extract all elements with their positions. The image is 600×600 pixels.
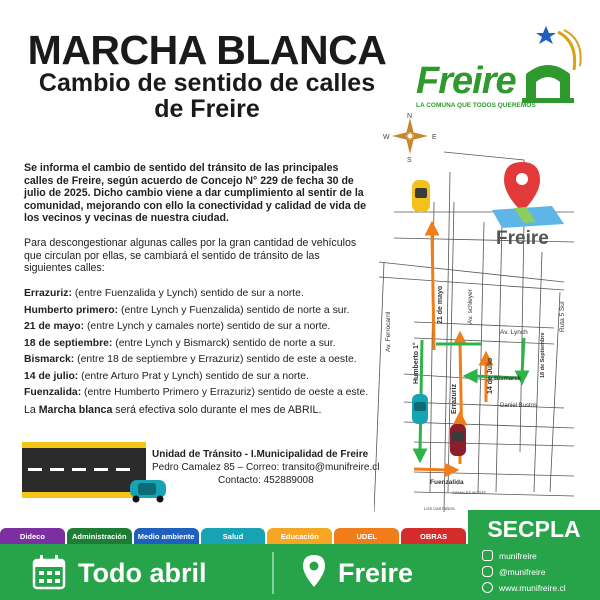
streets-list	[24, 286, 404, 402]
facebook-handle: munifreire	[499, 550, 537, 561]
tab-udel[interactable]: UDEL	[334, 528, 399, 546]
compass-icon	[392, 118, 428, 154]
map-place-label: Freire	[496, 228, 549, 249]
location-pin-icon	[492, 162, 564, 228]
secpla-panel	[468, 510, 600, 600]
tab-medio-ambiente[interactable]: Medio ambiente	[134, 528, 199, 546]
logo-tagline: LA COMUNA QUE TODOS QUEREMOS	[416, 102, 536, 109]
tab-administracion[interactable]: Administración	[67, 528, 132, 546]
label-ferrocarril: Av. Ferrocarril	[385, 311, 392, 352]
unit-contact: Contacto: 452889008	[218, 475, 314, 486]
page-title: MARCHA BLANCA	[27, 27, 387, 73]
street-item: Errazuriz: (entre Fuenzalida y Lynch) sentido de sur a norte.	[24, 288, 304, 299]
compass-w: W	[383, 134, 390, 141]
red-car-icon	[450, 424, 466, 456]
location-icon	[302, 554, 326, 588]
website-link[interactable]	[482, 582, 566, 593]
street-item: 21 de mayo: (entre Lynch y camales norte) sentido de sur a norte.	[24, 321, 331, 332]
bottom-divider	[272, 552, 274, 594]
location-text: Freire	[338, 558, 414, 588]
secpla-title: SECPLA	[487, 516, 581, 542]
label-schleyer: Av. schleyer	[467, 289, 474, 324]
yellow-car-icon	[412, 180, 430, 212]
street-grid	[374, 152, 574, 512]
tab-salud[interactable]: Salud	[201, 528, 266, 546]
instagram-link[interactable]	[482, 566, 545, 577]
globe-icon	[482, 582, 493, 593]
date-range-text: Todo abril	[78, 558, 207, 588]
label-errazuriz: Errazuriz	[451, 384, 458, 414]
tab-educacion[interactable]: Educación	[267, 528, 332, 546]
label-lynch: Av. Lynch	[500, 329, 528, 336]
freire-logo	[408, 22, 588, 112]
unit-title: Unidad de Tránsito - I.Municipalidad de Freire	[152, 449, 369, 460]
street-item: Fuenzalida: (entre Humberto Primero y Errazuriz) sentido de oeste a este.	[24, 387, 369, 398]
arch-icon	[522, 65, 574, 103]
label-septiembre: 18 de Septiembre	[540, 332, 546, 378]
street-item: 14 de julio: (entre Arturo Prat y Lynch) sentido de sur a norte.	[24, 370, 309, 382]
label-fuenzalida: Fuenzalida	[430, 479, 464, 486]
star-icon	[536, 26, 556, 44]
calendar-icon	[32, 554, 66, 590]
label-humberto: Humberto 1°	[413, 342, 420, 384]
congestion-paragraph: Para descongestionar algunas calles por la gran cantidad de vehículos que circulan por ellas, se cambiará el sentido de tránsito de las siguientes calles:	[24, 237, 357, 274]
road-illustration	[22, 438, 170, 510]
website-url: www.munifreire.cl	[499, 582, 566, 593]
label-castanos: LOS CASTAÑOS	[424, 506, 455, 511]
facebook-link[interactable]	[482, 550, 537, 561]
facebook-icon	[482, 550, 493, 561]
unit-address: Pedro Camalez 85 – Correo: transito@munifreire.cl	[152, 462, 380, 473]
label-julio: 14 de Julio	[487, 357, 494, 394]
trial-period-note: La Marcha blanca será efectiva solo durante el mes de ABRIL.	[24, 404, 322, 416]
street-item: Humberto primero: (entre Lynch y Fuenzalida) sentido de norte a sur.	[24, 304, 350, 316]
page-subtitle	[22, 70, 392, 122]
street-item: Bismarck: (entre 18 de septiembre y Errazuriz) sentido de este a oeste.	[24, 354, 357, 365]
intro-paragraph: Se informa el cambio de sentido del tránsito de las principales calles de Freire, según acuerdo de Concejo N° 229 de fecha 30 de julio de 2025. Dicho cambio viene a dar cumplimiento al sentir de la comunidad, mejorando con ello la conectividad y calidad de vida de los vecinos y vecinas de nuestra ciudad.	[24, 162, 367, 224]
logo-wordmark: Freire	[416, 60, 516, 102]
transit-unit-info	[152, 448, 412, 487]
label-bismarck: Bismarck	[494, 376, 522, 382]
compass-s: S	[407, 157, 412, 164]
label-ruta: Ruta 5 Sur	[559, 300, 566, 332]
street-item: 18 de septiembre: (entre Lynch y Bismarck) sentido de norte a sur.	[24, 337, 336, 349]
tab-dideco[interactable]: Dideco	[0, 528, 65, 546]
subtitle-line-1: Cambio de sentido de calles	[38, 69, 376, 97]
teal-car-icon	[412, 394, 428, 424]
compass-n: N	[407, 113, 413, 120]
label-camales: CAMALES NORTE	[452, 490, 487, 495]
street-map	[374, 112, 596, 512]
instagram-handle: @munifreire	[499, 566, 546, 577]
bottom-bar	[0, 544, 468, 600]
compass-e: E	[432, 134, 437, 141]
subtitle-line-2: de Freire	[154, 95, 260, 123]
label-mayo: 21 de mayo	[437, 285, 444, 324]
label-bustos: Daniel Bustos	[500, 403, 538, 409]
instagram-icon	[482, 566, 493, 577]
tab-obras[interactable]: OBRAS	[401, 528, 466, 546]
